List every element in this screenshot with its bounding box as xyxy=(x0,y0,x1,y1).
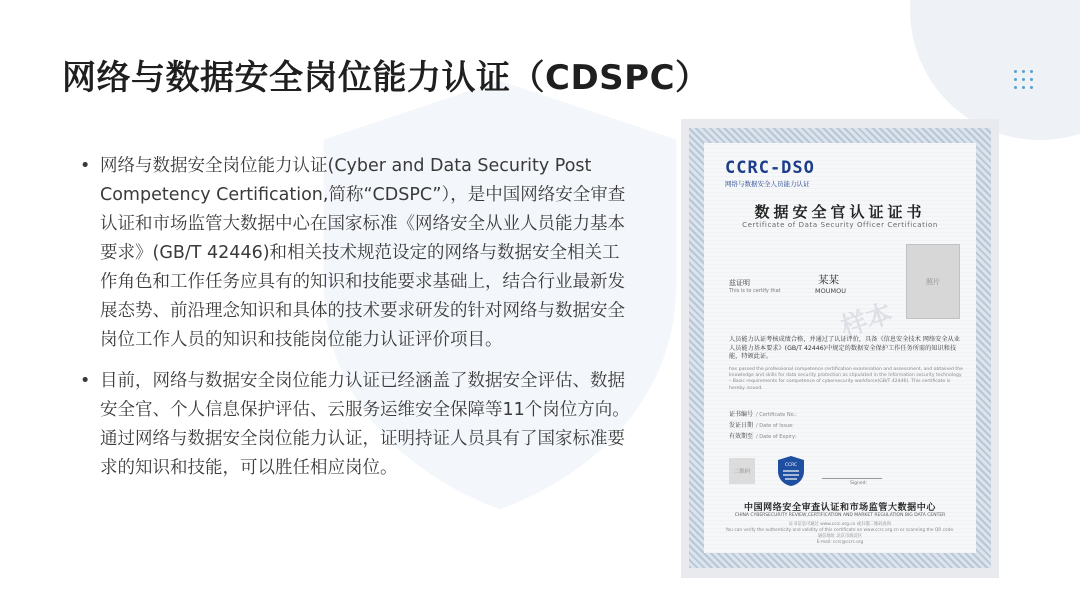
dots-decoration-icon xyxy=(1012,68,1036,92)
certificate-statement: 人员能力认证考核成绩合格，并通过了认证评价，具备《信息安全技术 网络安全从业人员能力基本要求》(GB/T 42446)中规定的数据安全保护工作任务所需的知识和技能，特颁此证。 xyxy=(729,336,960,360)
photo-placeholder xyxy=(906,244,960,319)
photo-label: 照片 xyxy=(926,277,940,286)
sample-stamp: 样本 xyxy=(837,298,897,344)
expiry-date-field: 有效期至 / Date of Expiry: xyxy=(729,433,797,440)
bullet-list xyxy=(80,152,635,495)
slide-title: 网络与数据安全岗位能力认证（CDSPC） xyxy=(62,58,710,98)
holder-label-en: This is to certify that xyxy=(729,288,781,294)
certificate-issuer-en: CHINA CYBERSECURITY REVIEW,CERTIFICATION AND MARKET REGULATION BIG DATA CENTER xyxy=(734,513,946,518)
bullet-text: 目前，网络与数据安全岗位能力认证已经涵盖了数据安全评估、数据安全官、个人信息保护评估、云服务运维安全保障等11个岗位方向。通过网络与数据安全岗位能力认证，证明持证人员具有了国家标准要求的知识和技能，可以胜任相应岗位。 xyxy=(100,371,630,478)
certificate-number-field: 证书编号 / Certificate No.: xyxy=(729,411,797,418)
svg-text:CCRC: CCRC xyxy=(784,463,798,468)
bullet-dot-icon: • xyxy=(80,156,91,176)
certificate-heading-en: Certificate of Data Security Officer Certification xyxy=(742,221,938,229)
holder-name: 某某 xyxy=(818,274,839,286)
certificate-footer: 证书信息可通过 www.ccrc.org.cn 或扫描二维码查询 You can verify the authenticity and validity of this certificate on www.ccrc.org.cn or scanning the QR code. 通信地址 北京市海淀区 E-mail: ccrc@ccrc.org xyxy=(725,522,955,545)
certificate-heading: 数据安全官认证证书 xyxy=(754,203,926,221)
bullet-item xyxy=(80,367,635,483)
certificate-statement-en: has passed the professional competence certification examination and assessment, and obtained the knowledge and skills for data security protection as stipulated in the Information security technology – Basic requirements for competence of cybersecurity workforce(GB/T 42446). This certificate is hereby issued. xyxy=(729,367,963,391)
holder-label: 兹证明 xyxy=(729,279,750,287)
qr-code-placeholder: 二维码 xyxy=(729,458,755,484)
signature-label: Signed: xyxy=(850,481,867,486)
certificate-issuer: 中国网络安全审查认证和市场监管大数据中心 xyxy=(743,503,936,513)
bullet-dot-icon: • xyxy=(80,371,91,391)
bullet-text: 网络与数据安全岗位能力认证(Cyber and Data Security Post Competency Certification,简称“CDSPC”），是中国网络安全审查认证和市场监管大数据中心在国家标准《网络安全从业人员能力基本要求》(GB/T 42446)和相关技术规范设定的网络与数据安全相关工作角色和工作任务应具有的知识和技能要求基础上，结合行业最新发展态势、前沿理念知识和具体的技术要求研发的针对网络与数据安全岗位工作人员的知识和技能岗位能力认证评价项目。 xyxy=(100,156,626,350)
signature-line xyxy=(822,478,882,479)
holder-name-en: MOUMOU xyxy=(815,287,846,295)
bullet-item xyxy=(80,152,635,355)
certificate-logo: CCRC-DSO xyxy=(725,158,815,178)
certificate-logo-subtitle: 网络与数据安全人员能力认证 xyxy=(725,180,810,188)
issue-date-field: 发证日期 / Date of Issue: xyxy=(729,422,794,429)
ccrc-seal-icon xyxy=(776,455,806,487)
